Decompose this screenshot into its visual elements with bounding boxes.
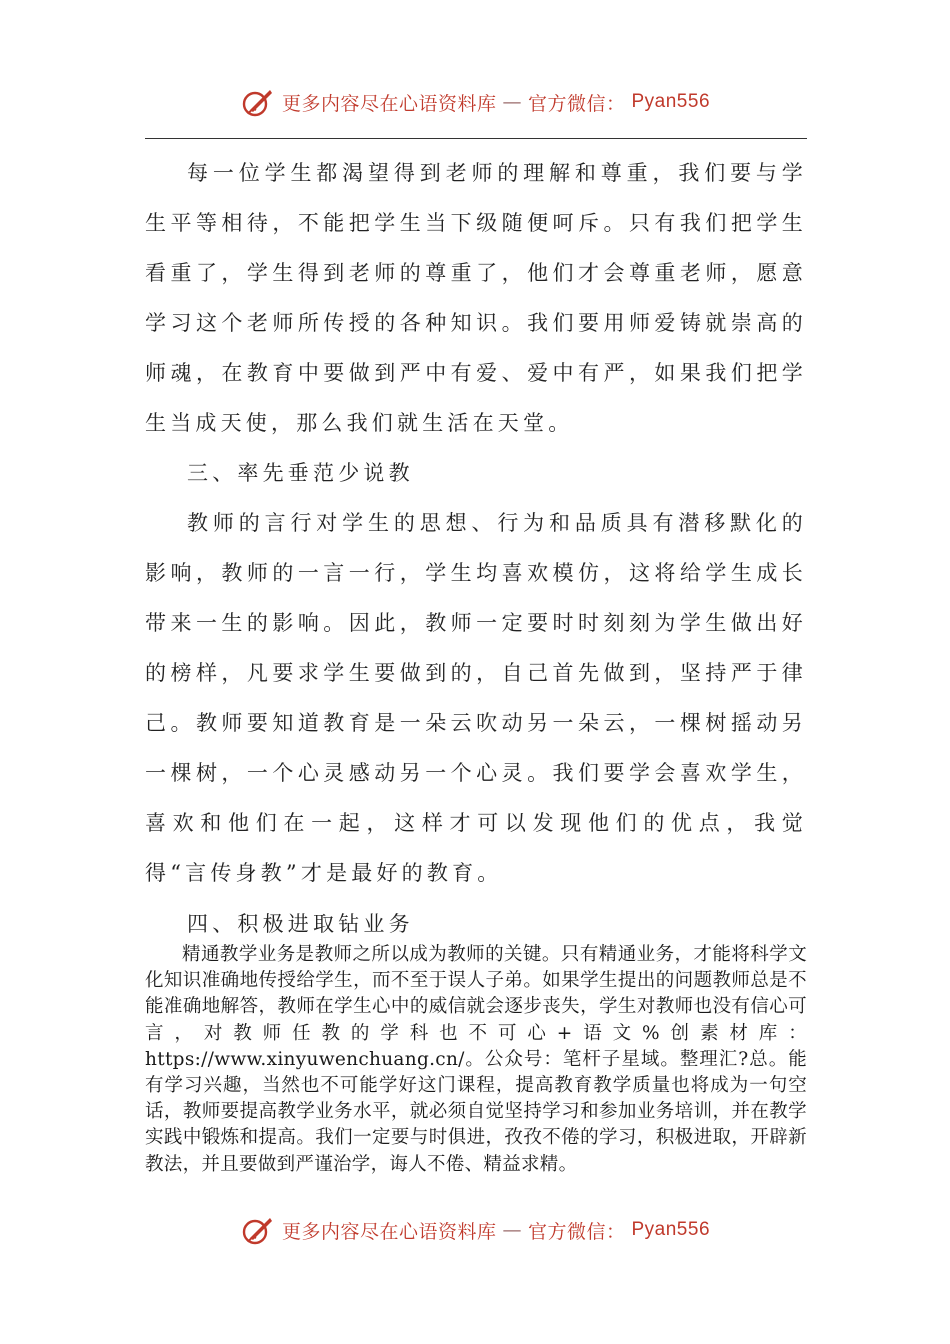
banner-text: 更多内容尽在心语资料库: [281, 1220, 497, 1243]
header-divider: [145, 138, 807, 139]
banner-wechat-id: Pyan556: [631, 91, 711, 112]
quill-ink-icon: [240, 1212, 276, 1248]
section3-heading: 三、率先垂范少说教: [187, 461, 414, 485]
header-watermark-banner: [0, 82, 950, 122]
quill-ink-icon: [240, 84, 276, 120]
banner-separator: —: [502, 1219, 522, 1241]
section3-paragraph: 教师的言行对学生的思想、行为和品质具有潜移默化的影响，教师的一言一行，学生均喜欢模仿，这将给学生成长带来一生的影响。因此，教师一定要时时刻刻为学生做出好的榜样，凡要求学生要做到的，自己首先做到，坚持严于律己。教师要知道教育是一朵云吹动另一朵云，一棵树摇动另一棵树，一个心灵感动另一个心灵。我们要学会喜欢学生，喜欢和他们在一起，这样才可以发现他们的优点，我觉得“言传身教”才是最好的教育。: [145, 511, 807, 885]
footer-watermark-banner: [0, 1210, 950, 1250]
section4-heading: 四、积极进取钻业务: [187, 912, 414, 936]
banner-separator: —: [502, 91, 522, 113]
banner-wechat-label: 官方微信：: [527, 1220, 626, 1243]
banner-wechat-label: 官方微信：: [527, 92, 626, 115]
section4-paragraph: 精通教学业务是教师之所以成为教师的关键。只有精通业务，才能将科学文化知识准确地传授给学生，而不至于误人子弟。如果学生提出的问题教师总是不能准确地解答，教师在学生心中的威信就会逐步丧失，学生对教师也没有信心可言，对教师任教的学科也不可心+语文%创素材库：https://www.xinyuwenchuang.cn/。公众号：笔杆子星域。整理汇?总。能有学习兴趣，当然也不可能学好这门课程，提高教育教学质量也将成为一句空话，教师要提高教学业务水平，就必须自觉坚持学习和参加业务培训，并在教学实践中锻炼和提高。我们一定要与时俱进，孜孜不倦的学习，积极进取，开辟新教法，并且要做到严谨治学，诲人不倦、精益求精。: [145, 944, 807, 1175]
paragraph-respect: 每一位学生都渴望得到老师的理解和尊重，我们要与学生平等相待，不能把学生当下级随便呵斥。只有我们把学生看重了，学生得到老师的尊重了，他们才会尊重老师，愿意学习这个老师所传授的各种知识。我们要用师爱铸就崇高的师魂，在教育中要做到严中有爱、爱中有严，如果我们把学生当成天使，那么我们就生活在天堂。: [145, 161, 807, 435]
banner-text: 更多内容尽在心语资料库: [281, 92, 497, 115]
document-body: [145, 148, 807, 1178]
banner-wechat-id: Pyan556: [631, 1219, 711, 1240]
